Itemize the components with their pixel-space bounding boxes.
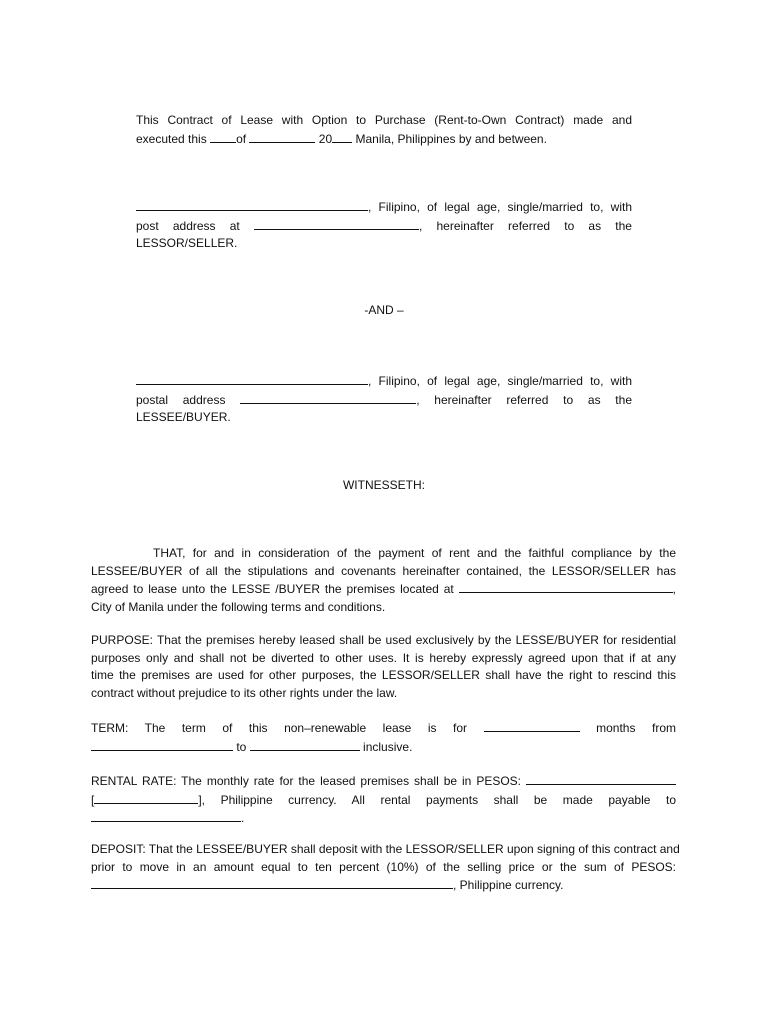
purpose-line-2: purposes only and shall not be diverted to other uses. It is hereby expressly agreed upon that if at any xyxy=(91,650,676,665)
that-clause-paragraph xyxy=(91,545,676,616)
lessor-address-blank[interactable] xyxy=(254,217,419,230)
deposit-amount-blank[interactable] xyxy=(91,876,453,889)
term-line-1: TERM: The term of this non–renewable lease is for months from xyxy=(91,721,676,735)
rental-line-3: . xyxy=(91,809,676,828)
term-months-blank[interactable] xyxy=(484,719,580,732)
purpose-paragraph xyxy=(91,632,676,702)
premises-location-blank[interactable] xyxy=(459,580,673,593)
term-end-blank[interactable] xyxy=(250,738,360,751)
that-line-4: City of Manila under the following terms and conditions. xyxy=(91,599,386,614)
purpose-line-1: PURPOSE: That the premises hereby leased shall be used exclusively by the LESSE/BUYER for residential xyxy=(91,633,676,647)
lessee-paragraph xyxy=(136,372,632,427)
lessee-line-1: , Filipino, of legal age, single/married to, with xyxy=(136,372,632,391)
that-line-3: agreed to lease unto the LESSE /BUYER the premises located at , xyxy=(91,582,676,596)
lessor-name-blank[interactable] xyxy=(136,198,368,211)
lessee-line-3: LESSEE/BUYER. xyxy=(136,410,231,424)
term-paragraph xyxy=(91,719,676,756)
lessor-paragraph xyxy=(136,198,632,253)
term-start-blank[interactable] xyxy=(91,738,233,751)
rental-line-1: RENTAL RATE: The monthly rate for the leased premises shall be in PESOS: xyxy=(91,772,676,791)
intro-line-1: This Contract of Lease with Option to Purchase (Rent-to-Own Contract) made and xyxy=(136,113,632,127)
deposit-paragraph xyxy=(91,841,680,895)
intro-paragraph xyxy=(136,112,632,148)
rental-amount-figures-blank[interactable] xyxy=(94,791,198,804)
lessee-line-2: postal address , hereinafter referred to as the xyxy=(136,392,632,407)
lessor-line-2: post address at , hereinafter referred to as the xyxy=(136,218,632,233)
purpose-line-4: contract without prejudice to its other rights under the law. xyxy=(91,685,398,700)
term-line-2: to inclusive. xyxy=(91,738,676,757)
month-blank[interactable] xyxy=(249,130,315,143)
deposit-line-2: prior to move in an amount equal to ten percent (10%) of the selling price or the sum of PESOS: xyxy=(91,859,676,874)
day-blank[interactable] xyxy=(210,130,236,143)
rental-amount-words-blank[interactable] xyxy=(526,772,676,785)
lessee-address-blank[interactable] xyxy=(240,391,416,404)
payee-blank[interactable] xyxy=(91,809,241,822)
that-line-2: LESSEE/BUYER of all the stipulations and covenants hereinafter contained, the LESSOR/SELLER has xyxy=(91,563,676,578)
rental-line-2: [ ], Philippine currency. All rental payments shall be made payable to xyxy=(91,792,676,807)
witnesseth-heading: WITNESSETH: xyxy=(342,478,425,492)
deposit-line-1: DEPOSIT: That the LESSEE/BUYER shall deposit with the LESSOR/SELLER upon signing of this contract and xyxy=(91,842,680,856)
year-blank[interactable] xyxy=(332,130,352,143)
deposit-line-3: , Philippine currency. xyxy=(91,876,676,895)
and-separator: -AND – xyxy=(364,303,404,317)
that-line-1: THAT, for and in consideration of the payment of rent and the faithful compliance by the xyxy=(153,546,676,560)
lessor-line-3: LESSOR/SELLER. xyxy=(136,236,238,250)
purpose-line-3: time the premises are used for other purposes, the LESSOR/SELLER shall have the right to rescind this xyxy=(91,668,676,682)
lessee-name-blank[interactable] xyxy=(136,372,368,385)
lessor-line-1: , Filipino, of legal age, single/married to, with xyxy=(136,198,632,217)
rental-rate-paragraph xyxy=(91,772,676,828)
intro-line-2: executed this of 20 Manila, Philippines by and between. xyxy=(136,131,547,146)
